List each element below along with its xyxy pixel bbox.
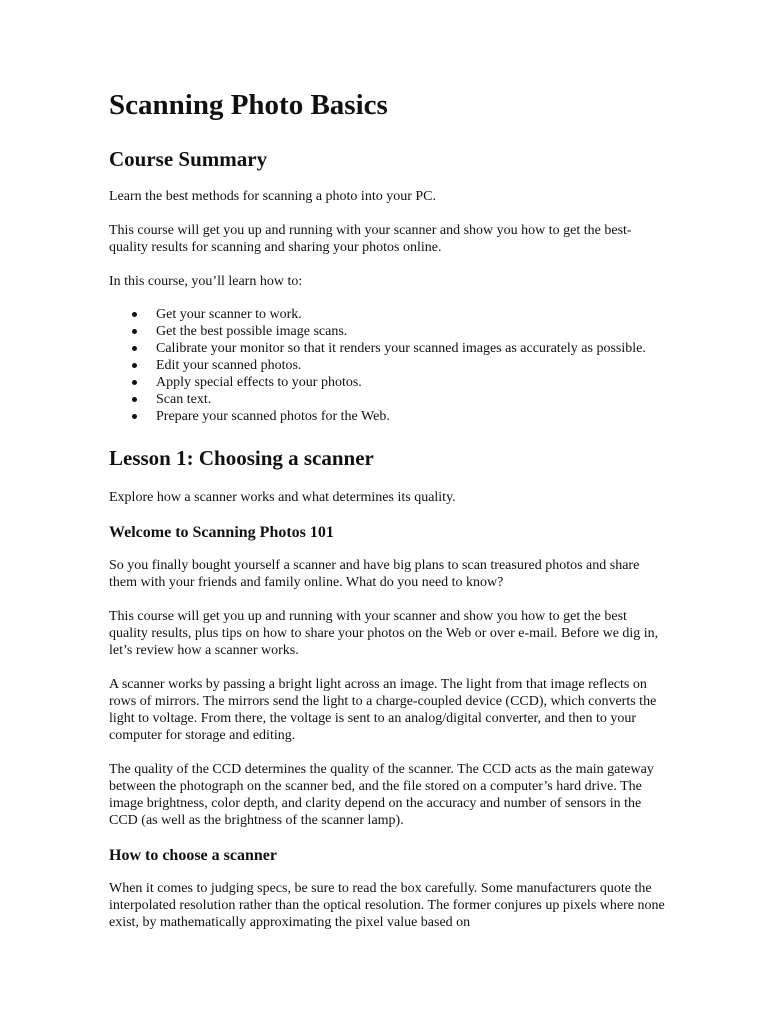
- list-item: [109, 374, 668, 391]
- bullet-icon: [132, 380, 137, 385]
- lesson-1-intro-paragraph: Explore how a scanner works and what determines its quality.: [109, 490, 456, 505]
- summary-learn-paragraph: In this course, you’ll learn how to:: [109, 274, 303, 289]
- lesson-1-heading: Lesson 1: Choosing a scanner: [109, 446, 374, 470]
- document-title: Scanning Photo Basics: [109, 89, 388, 121]
- list-item-text: Prepare your scanned photos for the Web.: [156, 409, 390, 424]
- list-item: [109, 323, 668, 340]
- bullet-icon: [132, 414, 137, 419]
- bullet-icon: [132, 346, 137, 351]
- welcome-paragraph-3: A scanner works by passing a bright light across an image. The light from that image reflects on rows of mirrors. The mirrors send the light to a charge-coupled device (CCD), which converts the light to voltage. From there, the voltage is sent to an analog/digital converter, and then to your computer for storage and editing.: [109, 677, 657, 743]
- welcome-paragraph-1: So you finally bought yourself a scanner and have big plans to scan treasured photos and share them with your friends and family online. What do you need to know?: [109, 558, 640, 590]
- list-item-text: Calibrate your monitor so that it renders your scanned images as accurately as possible.: [156, 341, 646, 356]
- bullet-icon: [132, 329, 137, 334]
- summary-intro-paragraph: Learn the best methods for scanning a photo into your PC.: [109, 189, 436, 204]
- list-item-text: Get the best possible image scans.: [156, 324, 348, 339]
- list-item-text: Apply special effects to your photos.: [156, 375, 362, 390]
- summary-body-paragraph: This course will get you up and running with your scanner and show you how to get the best-quality results for scanning and sharing your photos online.: [109, 223, 632, 255]
- list-item: [109, 408, 668, 425]
- learning-goals-list: [109, 306, 668, 425]
- welcome-paragraph-4: The quality of the CCD determines the quality of the scanner. The CCD acts as the main gateway between the photograph on the scanner bed, and the file stored on a computer’s hard drive. The image brightness, color depth, and clarity depend on the accuracy and number of sensors in the CCD (as well as the brightness of the scanner lamp).: [109, 762, 654, 828]
- bullet-icon: [132, 363, 137, 368]
- choose-scanner-heading: How to choose a scanner: [109, 847, 277, 864]
- list-item-text: Edit your scanned photos.: [156, 358, 302, 373]
- bullet-icon: [132, 397, 137, 402]
- welcome-heading: Welcome to Scanning Photos 101: [109, 524, 334, 541]
- list-item-text: Scan text.: [156, 392, 212, 407]
- list-item: [109, 306, 668, 323]
- course-summary-heading: Course Summary: [109, 147, 268, 171]
- choose-scanner-paragraph-1: When it comes to judging specs, be sure to read the box carefully. Some manufacturers quote the interpolated resolution rather than the optical resolution. The former conjures up pixels where none exist, by mathematically approximating the pixel value based on: [109, 881, 665, 930]
- welcome-paragraph-2: This course will get you up and running with your scanner and show you how to get the best quality results, plus tips on how to share your photos on the Web or over e-mail. Before we dig in, let’s review how a scanner works.: [109, 609, 659, 658]
- list-item: [109, 340, 668, 357]
- list-item-text: Get your scanner to work.: [156, 307, 302, 322]
- bullet-icon: [132, 312, 137, 317]
- list-item: [109, 357, 668, 374]
- list-item: [109, 391, 668, 408]
